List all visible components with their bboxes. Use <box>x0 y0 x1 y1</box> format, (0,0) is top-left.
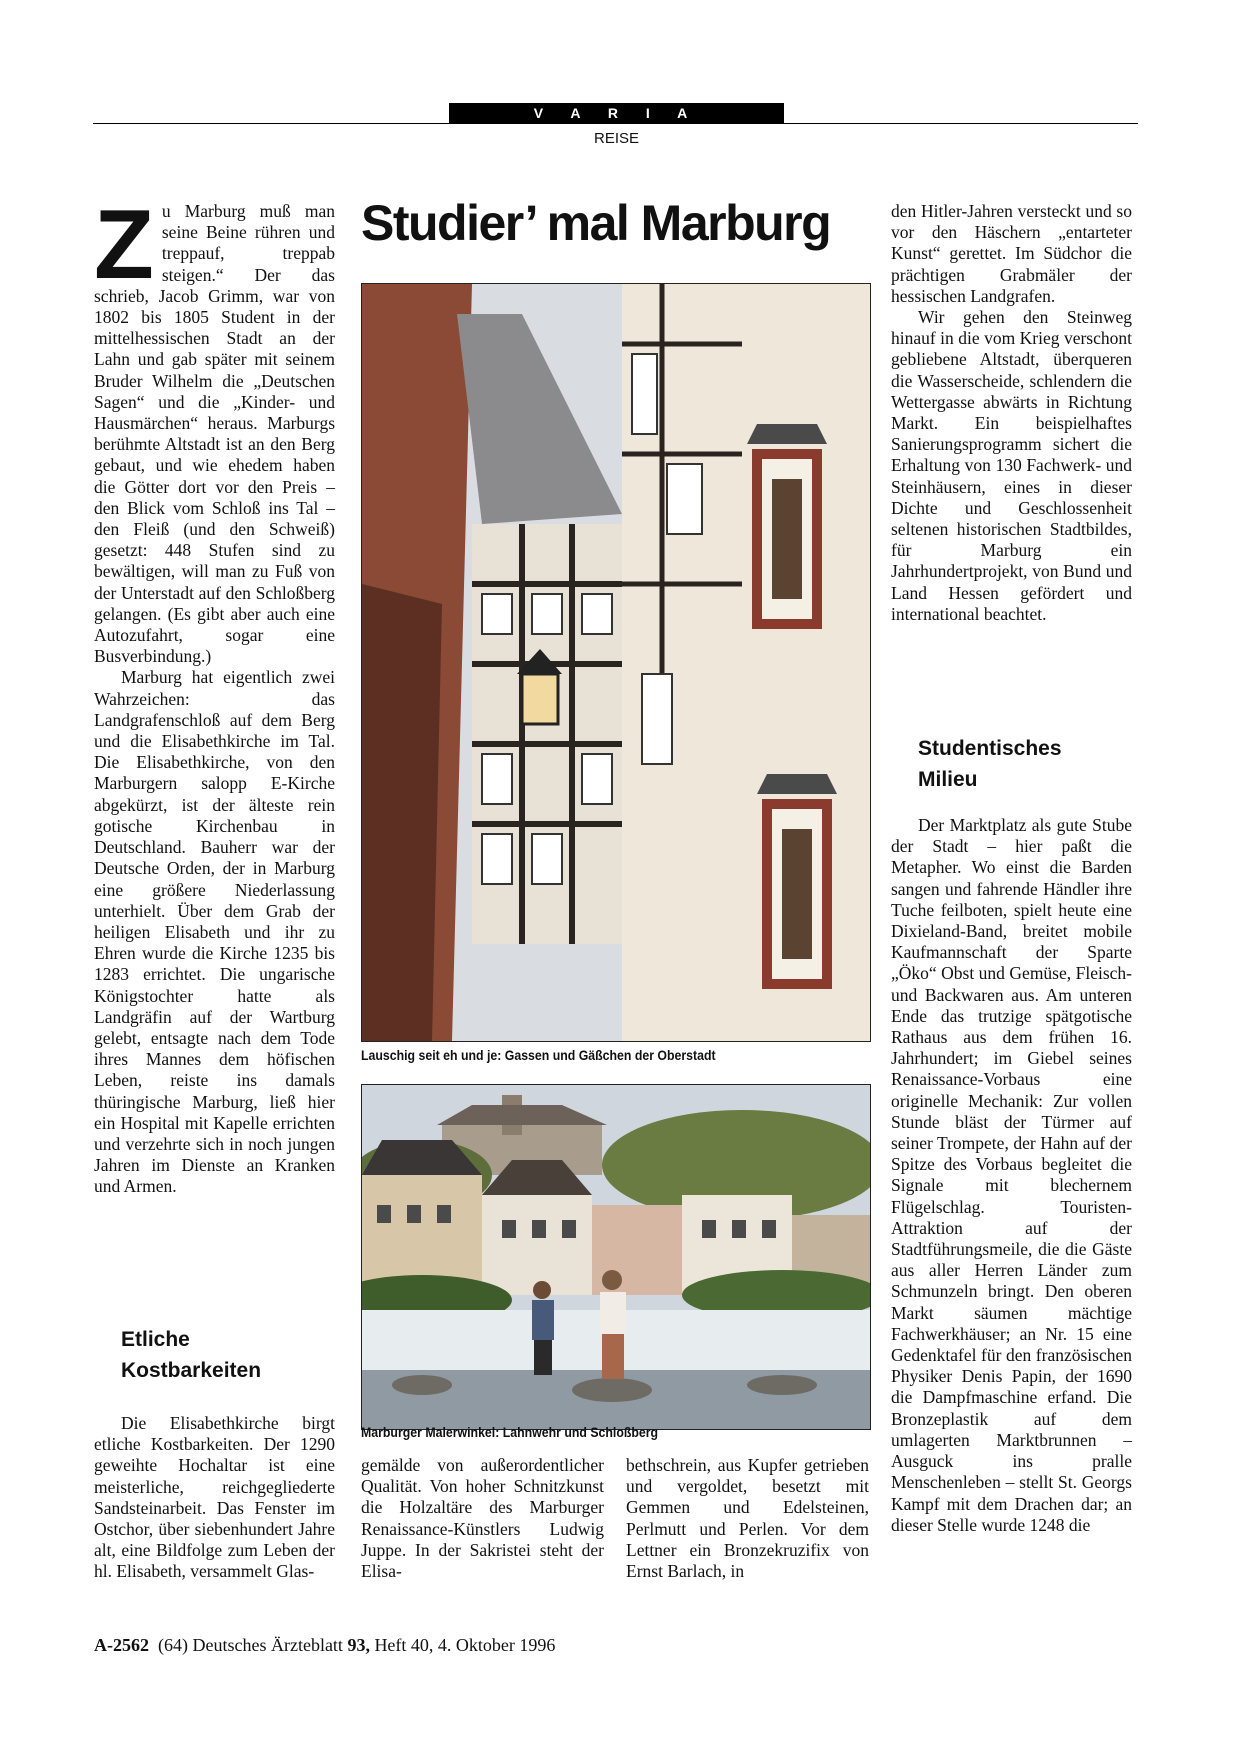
column-1 <box>94 189 335 1198</box>
subhead-studentisches: Studentisches Milieu <box>918 737 1062 791</box>
column-1-continued <box>94 1413 335 1583</box>
paragraph: den Hitler-Jahren versteckt und so vor den Häschern „entarteter Kunst“ gerettet. Im Südchor die prächtigen Grabmäler der hessischen Landgrafen. <box>891 201 1132 306</box>
column-4-continued <box>891 815 1132 1536</box>
subhead-etliche: Etliche Kostbarkeiten <box>121 1328 262 1382</box>
paragraph: Der Marktplatz als gute Stube der Stadt – hier paßt die Metapher. Wo einst die Barden sangen und fahrende Händler ihre Tuche feilboten, spielt heute eine Dixieland-Band, breitet mobile Kaufmannschaft der Sparte „Öko“ Obst und Gemüse, Fleisch- und Backwaren aus. Am unteren Ende das trutzige spätgotische Rathaus aus dem frühen 16. Jahrhundert; im Giebel seines Renaissance-Vorbaus eine originelle Mechanik: Zur vollen Stunde bläst der Türmer auf seiner Trompete, der Hahn auf der Spitze des Vorbaus begleitet die Signale mit blechernem Flügelschlag. Touristen-Attraktion auf der Stadtführungsmeile, die die Gäste aus aller Herren Länder zum Schmunzeln bringt. Den oberen Markt säumen mächtige Fachwerkhäuser; an Nr. 15 eine Gedenktafel für den französischen Physiker Denis Papin, der 1690 die Dampfmaschine erfand. Die Bronzeplastik auf dem umlagerten Marktbrunnen – Ausguck ins pralle Menschenleben – stellt St. Georgs Kampf mit dem Drachen dar; an dieser Stelle wurde 1248 die <box>891 815 1132 1535</box>
caption-photo-2: Marburger Malerwinkel: Lahnwehr und Schloßberg <box>361 1424 659 1440</box>
footer-issue: Heft 40, 4. Oktober 1996 <box>374 1635 556 1655</box>
footer-publication: (64) Deutsches Ärzteblatt <box>158 1635 343 1655</box>
page-number: A-2562 <box>94 1635 149 1655</box>
column-2 <box>361 1455 604 1582</box>
paragraph: Wir gehen den Steinweg hinauf in die vom Krieg verschont gebliebene Altstadt, überqueren die Wasserscheide, schlendern die Wettergasse abwärts in Richtung Markt. Ein beispielhaftes Sanierungsprogramm sichert die Erhaltung von 130 Fachwerk- und Steinhäusern, eines in dieser Dichte und Geschlossenheit seltenen historischen Stadtbildes, für Marburg ein Jahrhundertprojekt, von Bund und Land Hessen gefördert und international beachtet. <box>891 307 1132 624</box>
paragraph: u Marburg muß man seine Beine rühren und treppauf, treppab steigen.“ Der das schrieb, Jacob Grimm, war von 1802 bis 1805 Student in der mittelhessischen Stadt an der Lahn und gab später mit seinem Bruder Wilhelm die „Deutschen Sagen“ und die „Kinder- und Hausmärchen“ heraus. Marburgs berühmte Altstadt ist an den Berg gebaut, und wie ehedem haben die Götter dort vor den Preis – den Blick vom Schloß ins Tal – den Fleiß (und den Schweiß) gesetzt: 448 Stufen sind zu bewältigen, will man zu Fuß von der Unterstadt auf den Schloßberg gelangen. (Es gibt aber auch eine Autozufahrt, sogar eine Busverbindung.) <box>94 201 335 667</box>
subsection-label: REISE <box>593 130 639 147</box>
paragraph: gemälde von außerordentlicher Qualität. Von hoher Schnitzkunst die Holzaltäre des Marburger Renaissance-Künstlers Ludwig Juppe. In der Sakristei steht der Elisa- <box>361 1455 604 1582</box>
photo-oberstadt <box>361 283 871 1042</box>
photo-lahnwehr <box>361 1084 871 1430</box>
paragraph: bethschrein, aus Kupfer getrieben und vergoldet, besetzt mit Gemmen und Edelsteinen, Perlmutt und Perlen. Vor dem Lettner ein Bronzekruzifix von Ernst Barlach, in <box>626 1455 869 1582</box>
photo-lahnwehr-illustration <box>362 1085 870 1429</box>
paragraph: Marburg hat eigentlich zwei Wahrzeichen: das Landgrafenschloß auf dem Berg und die Elisabethkirche im Tal. Die Elisabethkirche, von den Marburgern salopp E-Kirche abgekürzt, ist der älteste rein gotische Kirchenbau in Deutschland. Bauherr war der Deutsche Orden, der in Marburg eine größere Niederlassung unterhielt. Über dem Grab der heiligen Elisabeth und ihr zu Ehren wurde die Kirche 1235 bis 1283 errichtet. Die ungarische Königstochter hatte als Landgräfin auf der Wartburg gelebt, entsagte nach dem Tode ihres Mannes dem höfischen Leben, reiste ins damals thüringische Marburg, ließ hier ein Hospital mit Kapelle errichten und verzehrte sich in noch jungen Jahren im Dienste an Kranken und Armen. <box>94 667 335 1197</box>
column-4 <box>891 201 1132 625</box>
column-3 <box>626 1455 869 1582</box>
footer-volume: 93, <box>347 1635 370 1655</box>
paragraph: Die Elisabethkirche birgt etliche Kostbarkeiten. Der 1290 geweihte Hochaltar ist eine meisterliche, reichgegliederte Sandsteinarbeit. Das Fenster im Ostchor, über siebenhundert Jahre alt, eine Bildfolge zum Leben der hl. Elisabeth, versammelt Glas- <box>94 1413 335 1582</box>
header-rule <box>93 123 1138 124</box>
photo-oberstadt-illustration <box>362 284 870 1041</box>
caption-photo-1: Lauschig seit eh und je: Gassen und Gäßchen der Oberstadt <box>361 1047 716 1063</box>
page-footer <box>94 1635 555 1656</box>
article-headline: Studier’ mal Marburg <box>361 195 831 251</box>
section-label: V A R I A <box>449 103 784 124</box>
drop-cap: Z <box>94 189 154 299</box>
